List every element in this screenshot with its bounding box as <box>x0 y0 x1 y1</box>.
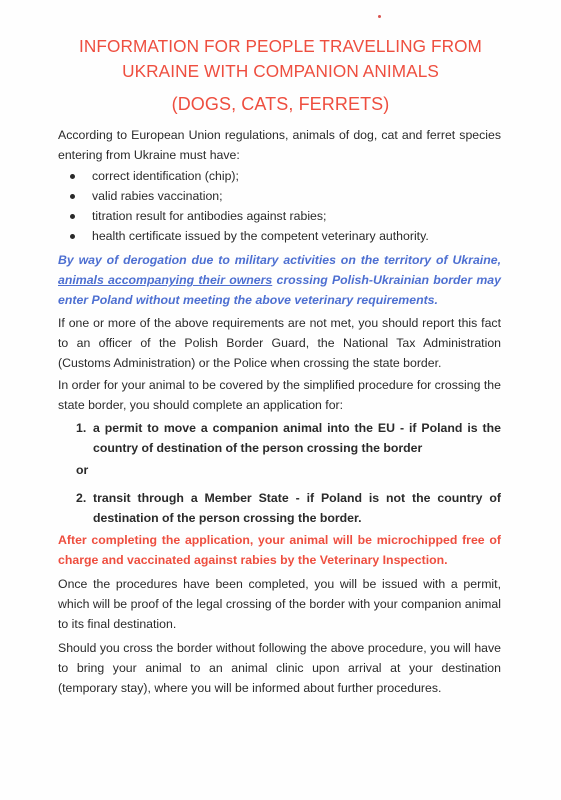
intro-paragraph: According to European Union regulations, animals of dog, cat and ferret species entering from Ukraine must have: <box>58 128 501 162</box>
derogation-paragraph: By way of derogation due to military activities on the territory of Ukraine, animals accompanying their owners crossing Polish-Ukrainian border may enter Poland without meeting the above veterinary requirements. <box>58 253 501 307</box>
option-text: a permit to move a companion animal into the EU - if Poland is the country of destination of the person crossing the border <box>93 421 501 455</box>
list-item: titration result for antibodies against rabies; <box>58 206 498 226</box>
option-text: transit through a Member State - if Poland is not the country of destination of the person crossing the border. <box>93 491 501 525</box>
option-number: 2. <box>76 491 87 505</box>
ink-dot <box>378 15 381 18</box>
free-service-paragraph: After completing the application, your animal will be microchipped free of charge and vaccinated against rabies by the Veterinary Inspection. <box>58 533 501 567</box>
permit-paragraph: Once the procedures have been completed, you will be issued with a permit, which will be proof of the legal crossing of the border with your companion animal to its final destination. <box>58 577 501 631</box>
list-item: valid rabies vaccination; <box>58 186 498 206</box>
report-paragraph: If one or more of the above requirements are not met, you should report this fact to an officer of the Polish Border Guard, the National Tax Administration (Customs Administration) or the Police when crossing the state border. <box>58 316 501 370</box>
list-item: health certificate issued by the competent veterinary authority. <box>58 226 498 246</box>
list-item: correct identification (chip); <box>58 166 498 186</box>
clinic-paragraph: Should you cross the border without following the above procedure, you will have to bring your animal to an animal clinic upon arrival at your destination (temporary stay), where you will be informed about further procedures. <box>58 641 501 695</box>
application-intro: In order for your animal to be covered by the simplified procedure for crossing the state border, you should complete an application for: <box>58 378 501 412</box>
option-1 <box>76 418 501 458</box>
option-2 <box>76 488 501 528</box>
underlined-phrase: animals accompanying their owners <box>58 273 273 287</box>
bullet-icon <box>70 174 75 179</box>
title-line-1: INFORMATION FOR PEOPLE TRAVELLING FROM <box>79 36 482 56</box>
bullet-icon <box>70 194 75 199</box>
or-label: or <box>76 463 89 477</box>
title-subtitle: (DOGS, CATS, FERRETS) <box>171 94 390 114</box>
requirements-list <box>58 166 498 246</box>
title-line-2: UKRAINE WITH COMPANION ANIMALS <box>122 61 439 81</box>
bullet-icon <box>70 234 75 239</box>
option-number: 1. <box>76 421 87 435</box>
bullet-icon <box>70 214 75 219</box>
